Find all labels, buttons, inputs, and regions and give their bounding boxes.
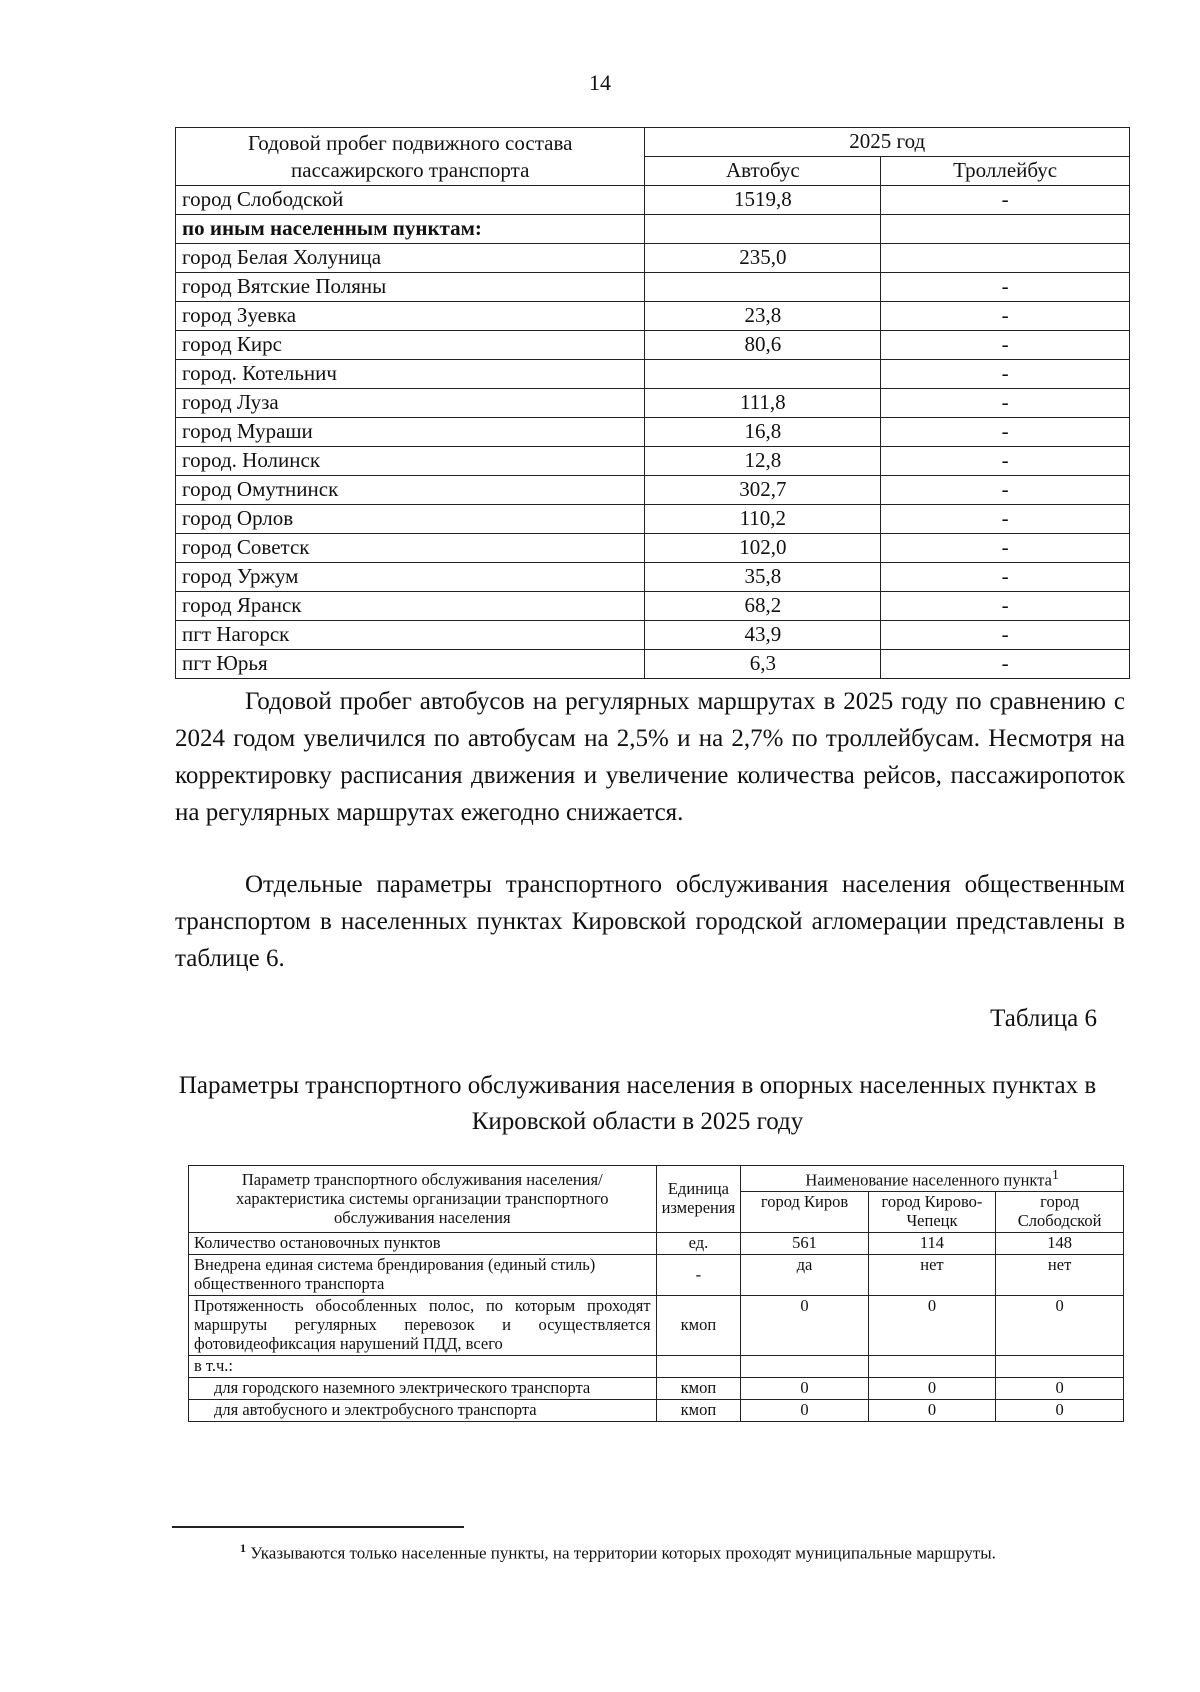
locality-name: город Омутнинск [176, 476, 645, 505]
unit [656, 1356, 741, 1378]
bus-mileage: 23,8 [645, 302, 881, 331]
table1-header-year: 2025 год [645, 128, 1130, 157]
city-value: да [741, 1255, 868, 1296]
table-row [176, 650, 1130, 679]
table-row [176, 244, 1130, 273]
city-value: 0 [741, 1296, 868, 1356]
trolleybus-mileage: - [881, 592, 1130, 621]
trolleybus-mileage: - [881, 360, 1130, 389]
table-row [176, 302, 1130, 331]
locality-name: город. Котельнич [176, 360, 645, 389]
unit: - [656, 1255, 741, 1296]
table-row [176, 186, 1130, 215]
bus-mileage: 80,6 [645, 331, 881, 360]
locality-name: город. Нолинск [176, 447, 645, 476]
city-value: 0 [868, 1296, 996, 1356]
footnote-divider [172, 1526, 464, 1528]
bus-mileage: 68,2 [645, 592, 881, 621]
locality-name: город Зуевка [176, 302, 645, 331]
bus-mileage: 35,8 [645, 563, 881, 592]
bus-mileage: 12,8 [645, 447, 881, 476]
table-title: Параметры транспортного обслуживания населения в опорных населенных пунктах в Кировской области в 2025 году [178, 1072, 1097, 1135]
table2-header-locality-label: Наименование населенного пункта [805, 1170, 1052, 1190]
trolleybus-mileage: - [881, 447, 1130, 476]
locality-name: город Слободской [176, 186, 645, 215]
table-row [176, 360, 1130, 389]
city-value: 0 [741, 1400, 868, 1422]
table-row [189, 1356, 1124, 1378]
bus-mileage: 6,3 [645, 650, 881, 679]
locality-name: город Уржум [176, 563, 645, 592]
table-row [176, 621, 1130, 650]
bus-mileage: 102,0 [645, 534, 881, 563]
trolleybus-mileage: - [881, 505, 1130, 534]
footnote-mark: 1 [240, 1541, 246, 1555]
table1-col-trolleybus: Троллейбус [881, 157, 1130, 186]
table-row [189, 1233, 1124, 1255]
table1-header-indicator: Годовой пробег подвижного состава пассажирского транспорта [176, 128, 645, 186]
locality-name: город Советск [176, 534, 645, 563]
table2-body [189, 1233, 1124, 1422]
table2-header-parameter: Параметр транспортного обслуживания населения/ характеристика системы организации транспортного обслуживания населения [189, 1166, 657, 1233]
trolleybus-mileage: - [881, 534, 1130, 563]
table-row [176, 476, 1130, 505]
locality-name: по иным населенным пунктам: [176, 215, 645, 244]
unit: кмоп [656, 1296, 741, 1356]
trolleybus-mileage: - [881, 418, 1130, 447]
mileage-paragraph: Годовой пробег автобусов на регулярных маршрутах в 2025 году по сравнению с 2024 годом увеличился по автобусам на 2,5% и на 2,7% по троллейбусам. Несмотря на корректировку расписания движения и увеличение количества рейсов, пассажиропоток на регулярных маршрутах ежегодно снижается. [175, 688, 1125, 826]
bus-mileage [645, 273, 881, 302]
trolleybus-mileage: - [881, 389, 1130, 418]
locality-name: город Белая Холуница [176, 244, 645, 273]
trolleybus-mileage: - [881, 476, 1130, 505]
city-value [868, 1356, 996, 1378]
parameter-name: Протяженность обособленных полос, по которым проходят маршруты регулярных перевозок и осуществляется фотовидеофиксация нарушений ПДД, всего [189, 1296, 657, 1356]
footnote [172, 1536, 1092, 1566]
table-row [176, 505, 1130, 534]
trolleybus-mileage: - [881, 273, 1130, 302]
annual-mileage-table [175, 127, 1130, 679]
parameters-paragraph: Отдельные параметры транспортного обслуживания населения общественным транспортом в населенных пунктах Кировской городской агломерации представлены в таблице 6. [175, 871, 1125, 972]
unit: ед. [656, 1233, 741, 1255]
transport-parameters-table [188, 1165, 1124, 1422]
locality-name: город Орлов [176, 505, 645, 534]
parameter-name: для городского наземного электрического транспорта [189, 1378, 657, 1400]
parameter-name: в т.ч.: [189, 1356, 657, 1378]
bus-mileage: 16,8 [645, 418, 881, 447]
table-row [176, 418, 1130, 447]
table-row [189, 1378, 1124, 1400]
city-value [741, 1356, 868, 1378]
trolleybus-mileage [881, 215, 1130, 244]
table2-city-kirovo-chepetsk: город Кирово-Чепецк [868, 1192, 996, 1233]
bus-mileage: 302,7 [645, 476, 881, 505]
bus-mileage: 1519,8 [645, 186, 881, 215]
unit: кмоп [656, 1400, 741, 1422]
table-row [189, 1255, 1124, 1296]
trolleybus-mileage: - [881, 563, 1130, 592]
locality-name: город Кирс [176, 331, 645, 360]
table-label: Таблица 6 [990, 1005, 1097, 1032]
table2-header-unit: Единица измерения [656, 1166, 741, 1233]
city-value: 148 [996, 1233, 1124, 1255]
footnote-ref: 1 [1051, 1167, 1059, 1182]
trolleybus-mileage: - [881, 186, 1130, 215]
parameter-name: для автобусного и электробусного транспорта [189, 1400, 657, 1422]
city-value: 0 [741, 1378, 868, 1400]
table-row [189, 1400, 1124, 1422]
city-value: 0 [996, 1400, 1124, 1422]
table-row [176, 447, 1130, 476]
parameter-name: Количество остановочных пунктов [189, 1233, 657, 1255]
locality-name: город Вятские Поляны [176, 273, 645, 302]
city-value: 561 [741, 1233, 868, 1255]
city-value: нет [868, 1255, 996, 1296]
table2-city-slobodskoy: город Слободской [996, 1192, 1124, 1233]
bus-mileage: 235,0 [645, 244, 881, 273]
table2-city-kirov: город Киров [741, 1192, 868, 1233]
trolleybus-mileage: - [881, 331, 1130, 360]
trolleybus-mileage [881, 244, 1130, 273]
locality-name: пгт Юрья [176, 650, 645, 679]
page-number: 14 [589, 70, 611, 95]
locality-name: город Мураши [176, 418, 645, 447]
table1-body [176, 186, 1130, 679]
city-value: 0 [868, 1400, 996, 1422]
table2-header-locality [741, 1166, 1124, 1192]
table-row [176, 331, 1130, 360]
table-row [176, 534, 1130, 563]
table1-col-bus: Автобус [645, 157, 881, 186]
locality-name: город Яранск [176, 592, 645, 621]
city-value: нет [996, 1255, 1124, 1296]
bus-mileage [645, 215, 881, 244]
locality-name: город Луза [176, 389, 645, 418]
bus-mileage: 110,2 [645, 505, 881, 534]
table-row [176, 592, 1130, 621]
city-value: 0 [996, 1296, 1124, 1356]
city-value [996, 1356, 1124, 1378]
bus-mileage: 43,9 [645, 621, 881, 650]
table-row [176, 563, 1130, 592]
table-row [189, 1296, 1124, 1356]
city-value: 0 [996, 1378, 1124, 1400]
footnote-text: Указываются только населенные пункты, на территории которых проходят муниципальные маршруты. [250, 1543, 996, 1563]
city-value: 0 [868, 1378, 996, 1400]
trolleybus-mileage: - [881, 302, 1130, 331]
table-row [176, 389, 1130, 418]
city-value: 114 [868, 1233, 996, 1255]
table-row [176, 215, 1130, 244]
parameter-name: Внедрена единая система брендирования (единый стиль) общественного транспорта [189, 1255, 657, 1296]
unit: кмоп [656, 1378, 741, 1400]
trolleybus-mileage: - [881, 650, 1130, 679]
bus-mileage [645, 360, 881, 389]
locality-name: пгт Нагорск [176, 621, 645, 650]
bus-mileage: 111,8 [645, 389, 881, 418]
table-row [176, 273, 1130, 302]
trolleybus-mileage: - [881, 621, 1130, 650]
